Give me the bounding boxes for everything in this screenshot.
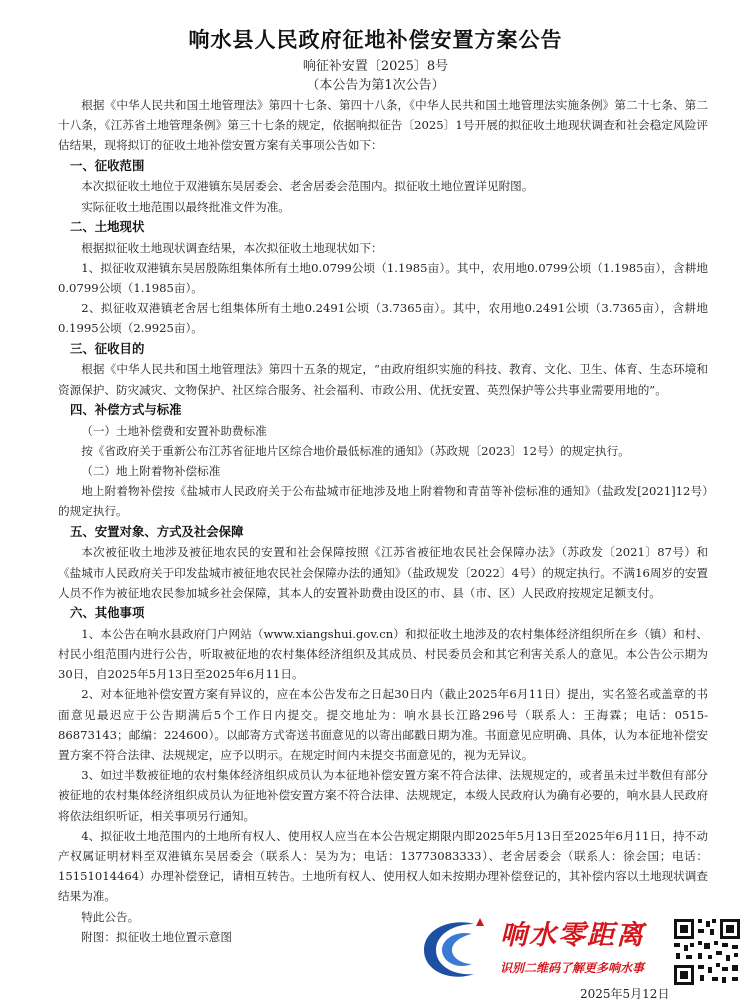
watermark-name: 响水零距离 (500, 920, 645, 951)
document-body (58, 95, 708, 947)
document-title: 响水县人民政府征地补偿安置方案公告 (188, 28, 563, 52)
compensation-subheading-1: （一）土地补偿费和安置补助费标准 (81, 423, 267, 438)
intro-paragraph: 根据《中华人民共和国土地管理法》第四十七条、第四十八条，《中华人民共和国土地管理法实施条例》第二十七条、第二十八条，《江苏省土地管理条例》第三十七条的规定，依据响拟征告〔2025〕1号开展的拟征收土地现状调查和社会稳定风险评估结果，现将拟订的征收土地补偿安置方案有关事项公告如下： (58, 98, 708, 153)
section-heading-scope: 一、征收范围 (70, 157, 145, 173)
watermark-slogan: 识别二维码了解更多响水事 (500, 961, 645, 975)
land-status-paragraph-2: 1、拟征收双港镇东吴居殷陈组集体所有土地0.0799公顷（1.1985亩）。其中，农用地0.0799公顷（1.1985亩），含耕地0.0799公顷（1.1985亩）。 (58, 260, 708, 296)
resettlement-paragraph: 本次被征收土地涉及被征地农民的安置和社会保障按照《江苏省被征地农民社会保障办法》（苏政发〔2021〕87号）和《盐城市人民政府关于印发盐城市被征地农民社会保障办法的通知》（盐政规发〔2022〕4号）的规定执行。不满16周岁的安置人员不作为被征地农民参加城乡社会保障，其本人的安置补助费由设区的市、县（市、区）人民政府按规定足额支付。 (58, 545, 708, 600)
compensation-paragraph-2: 地上附着物补偿按《盐城市人民政府关于公布盐城市征地涉及地上附着物和青苗等补偿标准的通知》（盐政发[2021]12号）的规定执行。 (58, 484, 708, 519)
compensation-subheading-2: （二）地上附着物补偿标准 (81, 464, 221, 479)
scope-paragraph-2: 实际征收土地范围以最终批准文件为准。 (81, 199, 290, 214)
closing-line: 特此公告。 (81, 909, 140, 924)
qr-code-icon[interactable] (672, 917, 742, 987)
land-status-paragraph-1: 根据拟征收土地现状调查结果，本次拟征收土地现状如下： (81, 240, 383, 255)
scope-paragraph-1: 本次拟征收土地位于双港镇东吴居委会、老舍居委会范围内。拟征收土地位置详见附图。 (81, 179, 534, 194)
section-heading-compensation: 四、补偿方式与标准 (70, 401, 182, 417)
issue-note: （本公告为第1次公告） (306, 78, 445, 93)
section-heading-other: 六、其他事项 (70, 605, 145, 621)
section-heading-purpose: 三、征收目的 (70, 340, 145, 356)
watermark-logo-icon (418, 916, 500, 980)
attachment-line: 附图：拟征收土地位置示意图 (81, 929, 232, 944)
section-heading-resettlement: 五、安置对象、方式及社会保障 (70, 523, 244, 539)
section-heading-land-status: 二、土地现状 (70, 218, 145, 234)
other-paragraph-4: 4、拟征收土地范围内的土地所有权人、使用权人应当在本公告规定期限内即2025年5月13日至2025年6月11日，持不动产权属证明材料至双港镇东吴居委会（联系人：吴为为；电话：13773083333）、老舍居委会（联系人：徐会国；电话：15151014464）办理补偿登记，请相互转告。土地所有权人、使用权人如未按期办理补偿登记的，其补偿内容以土地现状调查结果为准。 (58, 828, 708, 904)
compensation-paragraph-1: 按《省政府关于重新公布江苏省征地片区综合地价最低标准的通知》（苏政规〔2023〕12号）的规定执行。 (81, 443, 630, 458)
land-status-paragraph-3: 2、拟征收双港镇老舍居七组集体所有土地0.2491公顷（3.7365亩）。其中，农用地0.2491公顷（3.7365亩），含耕地0.1995公顷（2.9925亩）。 (58, 301, 708, 336)
watermark-brand (500, 918, 675, 988)
other-paragraph-1: 1、本公告在响水县政府门户网站（www.xiangshui.gov.cn）和拟征收土地涉及的农村集体经济组织所在乡（镇）和村、村民小组范围内进行公告，听取被征地的农村集体经济组织及其成员、村民委员会和其它利害关系人的意见。本公告公示期为30日，自2025年5月13日至2025年6月11日。 (58, 626, 708, 682)
document-number: 响征补安置〔2025〕8号 (302, 59, 449, 74)
other-paragraph-2: 2、对本征地补偿安置方案有异议的，应在本公告发布之日起30日内（截止2025年6月11日）提出，实名签名或盖章的书面意见最迟应于公告期满后5个工作日内提交。提交地址为：响水县长江路296号（联系人：王海霖；电话：0515-86873143；邮编：224600）。以邮寄方式寄送书面意见的以寄出邮戳日期为准。书面意见应明确、具体，认为本征地补偿安置方案不符合法律、法规规定，应予以明示。在规定时间内未提交书面意见的，视为无异议。 (58, 687, 708, 763)
purpose-paragraph: 根据《中华人民共和国土地管理法》第四十五条的规定，“由政府组织实施的科技、教育、文化、卫生、体育、生态环境和资源保护、防灾减灾、文物保护、社区综合服务、社会福利、市政公用、优抚安置、英烈保护等公共事业需要用地的”。 (58, 362, 708, 397)
other-paragraph-3: 3、如过半数被征地的农村集体经济组织成员认为本征地补偿安置方案不符合法律、法规规定的，或者虽未过半数但有部分被征地的农村集体经济组织成员认为征地补偿安置方案不符合法律、法规规定，本级人民政府认为确有必要的，响水县人民政府将依法组织听证，相关事项另行通知。 (58, 768, 708, 823)
issue-date: 2025年5月12日 (580, 987, 670, 1001)
